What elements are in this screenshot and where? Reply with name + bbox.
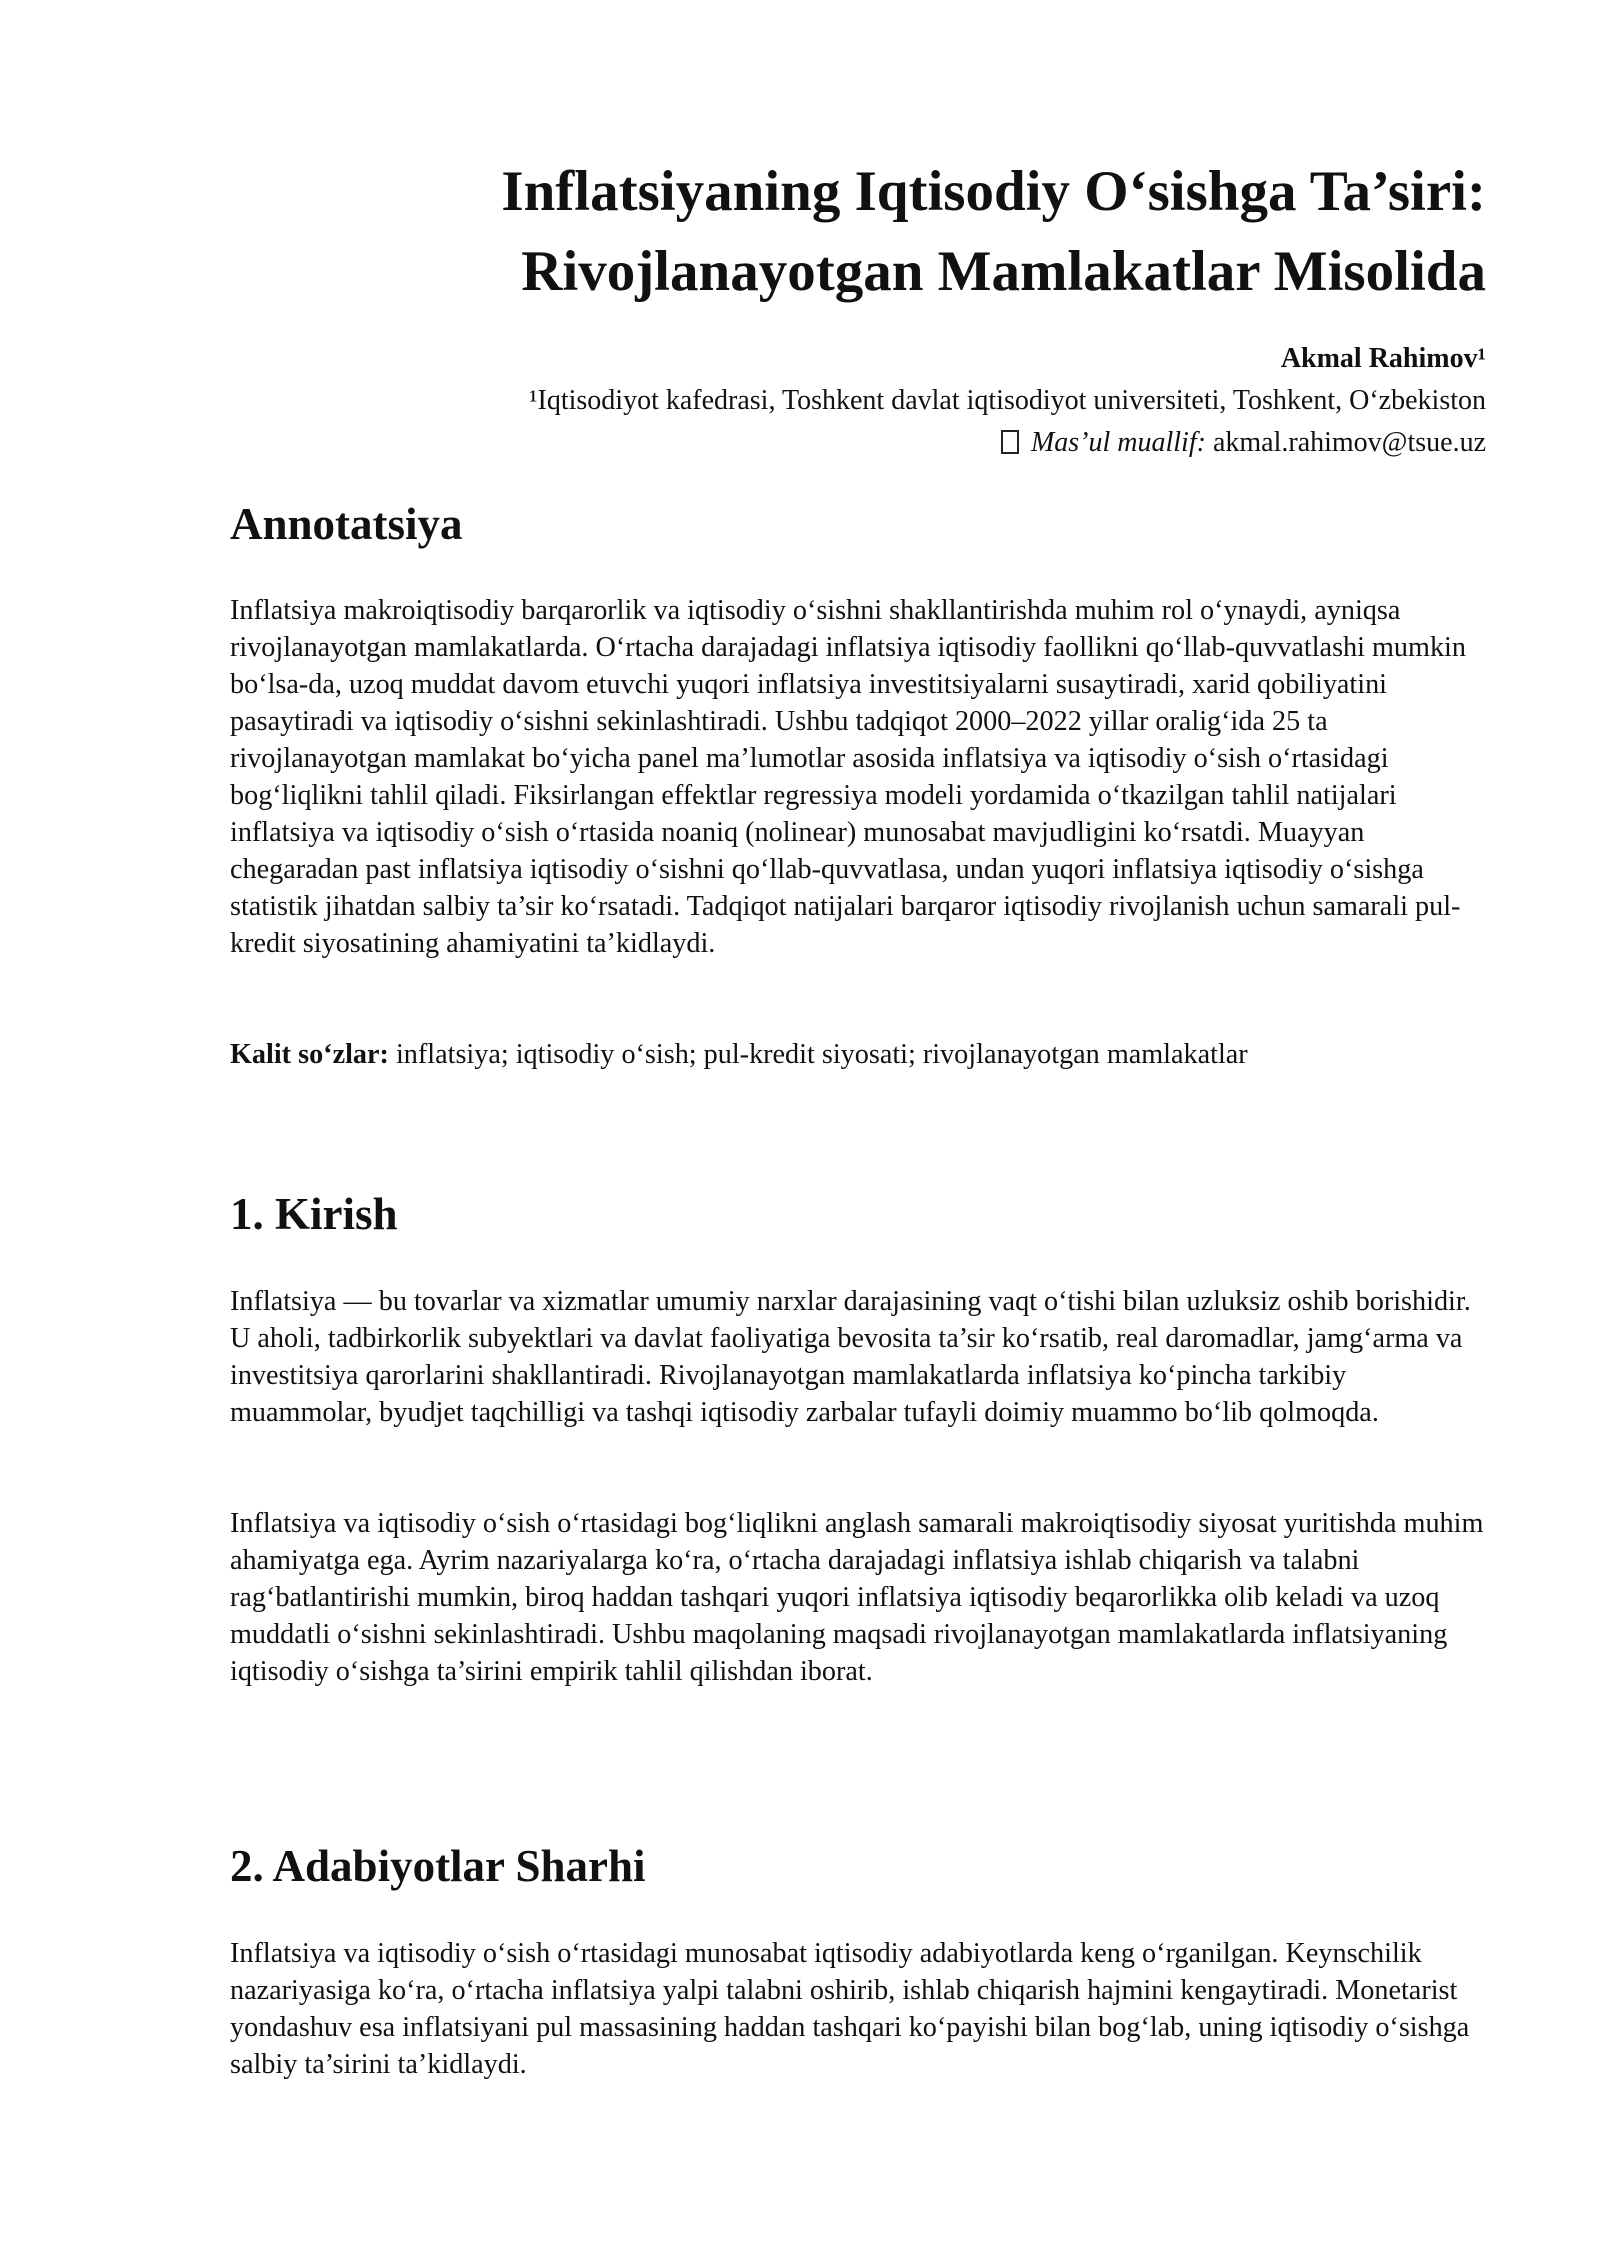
keywords-label: Kalit so‘zlar: — [230, 1039, 389, 1070]
title-line-2: Rivojlanayotgan Mamlakatlar Misolida — [521, 240, 1486, 303]
section-1-paragraph-2: Inflatsiya va iqtisodiy o‘sish o‘rtasidagi bog‘liqlikni anglash samarali makroiqtisodiy siyosat yuritishda muhim ahamiyatga ega. Ayrim nazariyalarga ko‘ra, o‘rtacha darajadagi inflatsiya ishlab chiqarish va talabni rag‘batlantirishi mumkin, biroq haddan tashqari yuqori inflatsiya iqtisodiy beqarorlikka olib keladi va uzoq muddatli o‘sishni sekinlashtiradi. Ushbu maqolaning maqsadi rivojlanayotgan mamlakatlarda inflatsiyaning iqtisodiy o‘sishga ta’sirini empirik tahlil qilishdan iborat. — [230, 1508, 1484, 1687]
section-2-paragraph-1: Inflatsiya va iqtisodiy o‘sish o‘rtasidagi munosabat iqtisodiy adabiyotlarda keng o‘rganilgan. Keynschilik nazariyasiga ko‘ra, o‘rtacha inflatsiya yalpi talabni oshirib, ishlab chiqarish hajmini kengaytiradi. Monetarist yondashuv esa inflatsiyani pul massasining haddan tashqari ko‘payishi bilan bog‘lab, uning iqtisodiy o‘sishga salbiy ta’sirini ta’kidlaydi. — [230, 1938, 1470, 2080]
envelope-icon — [1001, 430, 1019, 454]
title-line-1: Inflatsiyaning Iqtisodiy O‘sishga Ta’siri: — [501, 160, 1486, 223]
author-email[interactable]: akmal.rahimov@tsue.uz — [1212, 427, 1486, 458]
paper-title — [230, 152, 1486, 312]
section-1-paragraph-1: Inflatsiya — bu tovarlar va xizmatlar umumiy narxlar darajasining vaqt o‘tishi bilan uzluksiz oshib borishidir. U aholi, tadbirkorlik subyektlari va davlat faoliyatiga bevosita ta’sir ko‘rsatib, real daromadlar, jamg‘arma va investitsiya qarorlarini shakllantiradi. Rivojlanayotgan mamlakatlarda inflatsiya ko‘pincha tarkibiy muammolar, byudjet taqchilligi va tashqi iqtisodiy zarbalar tufayli doimiy muammo bo‘lib qolmoqda. — [230, 1286, 1471, 1428]
corresponding-author — [230, 422, 1486, 464]
section-2-heading: 2. Adabiyotlar Sharhi — [230, 1841, 646, 1891]
author-block — [230, 338, 1486, 464]
abstract-text: Inflatsiya makroiqtisodiy barqarorlik va iqtisodiy o‘sishni shakllantirishda muhim rol o‘ynaydi, ayniqsa rivojlanayotgan mamlakatlarda. O‘rtacha darajadagi inflatsiya iqtisodiy faollikni qo‘llab-quvvatlashi mumkin bo‘lsa-da, uzoq muddat davom etuvchi yuqori inflatsiya investitsiyalarni susaytiradi, xarid qobiliyatini pasaytiradi va iqtisodiy o‘sishni sekinlashtiradi. Ushbu tadqiqot 2000–2022 yillar oralig‘ida 25 ta rivojlanayotgan mamlakat bo‘yicha panel ma’lumotlar asosida inflatsiya va iqtisodiy o‘sish o‘rtasidagi bog‘liqlikni tahlil qiladi. Fiksirlangan effektlar regressiya modeli yordamida o‘tkazilgan tahlil natijalari inflatsiya va iqtisodiy o‘sish o‘rtasida noaniq (nolinear) munosabat mavjudligini ko‘rsatdi. Muayyan chegaradan past inflatsiya iqtisodiy o‘sishni qo‘llab-quvvatlasa, undan yuqori inflatsiya iqtisodiy o‘sishga statistik jihatdan salbiy ta’sir ko‘rsatadi. Tadqiqot natijalari barqaror iqtisodiy rivojlanish uchun samarali pul-kredit siyosatining ahamiyatini ta’kidlaydi. — [230, 595, 1466, 959]
keywords-list: inflatsiya; iqtisodiy o‘sish; pul-kredit siyosati; rivojlanayotgan mamlakatlar — [395, 1039, 1248, 1070]
author-affiliation: ¹Iqtisodiyot kafedrasi, Toshkent davlat iqtisodiyot universiteti, Toshkent, O‘zbekiston — [529, 385, 1486, 416]
author-name: Akmal Rahimov¹ — [1280, 343, 1486, 374]
abstract-heading: Annotatsiya — [230, 499, 463, 549]
section-1-heading: 1. Kirish — [230, 1189, 398, 1239]
corresponding-label: Mas’ul muallif: — [1030, 427, 1206, 458]
keywords — [230, 1036, 1486, 1073]
